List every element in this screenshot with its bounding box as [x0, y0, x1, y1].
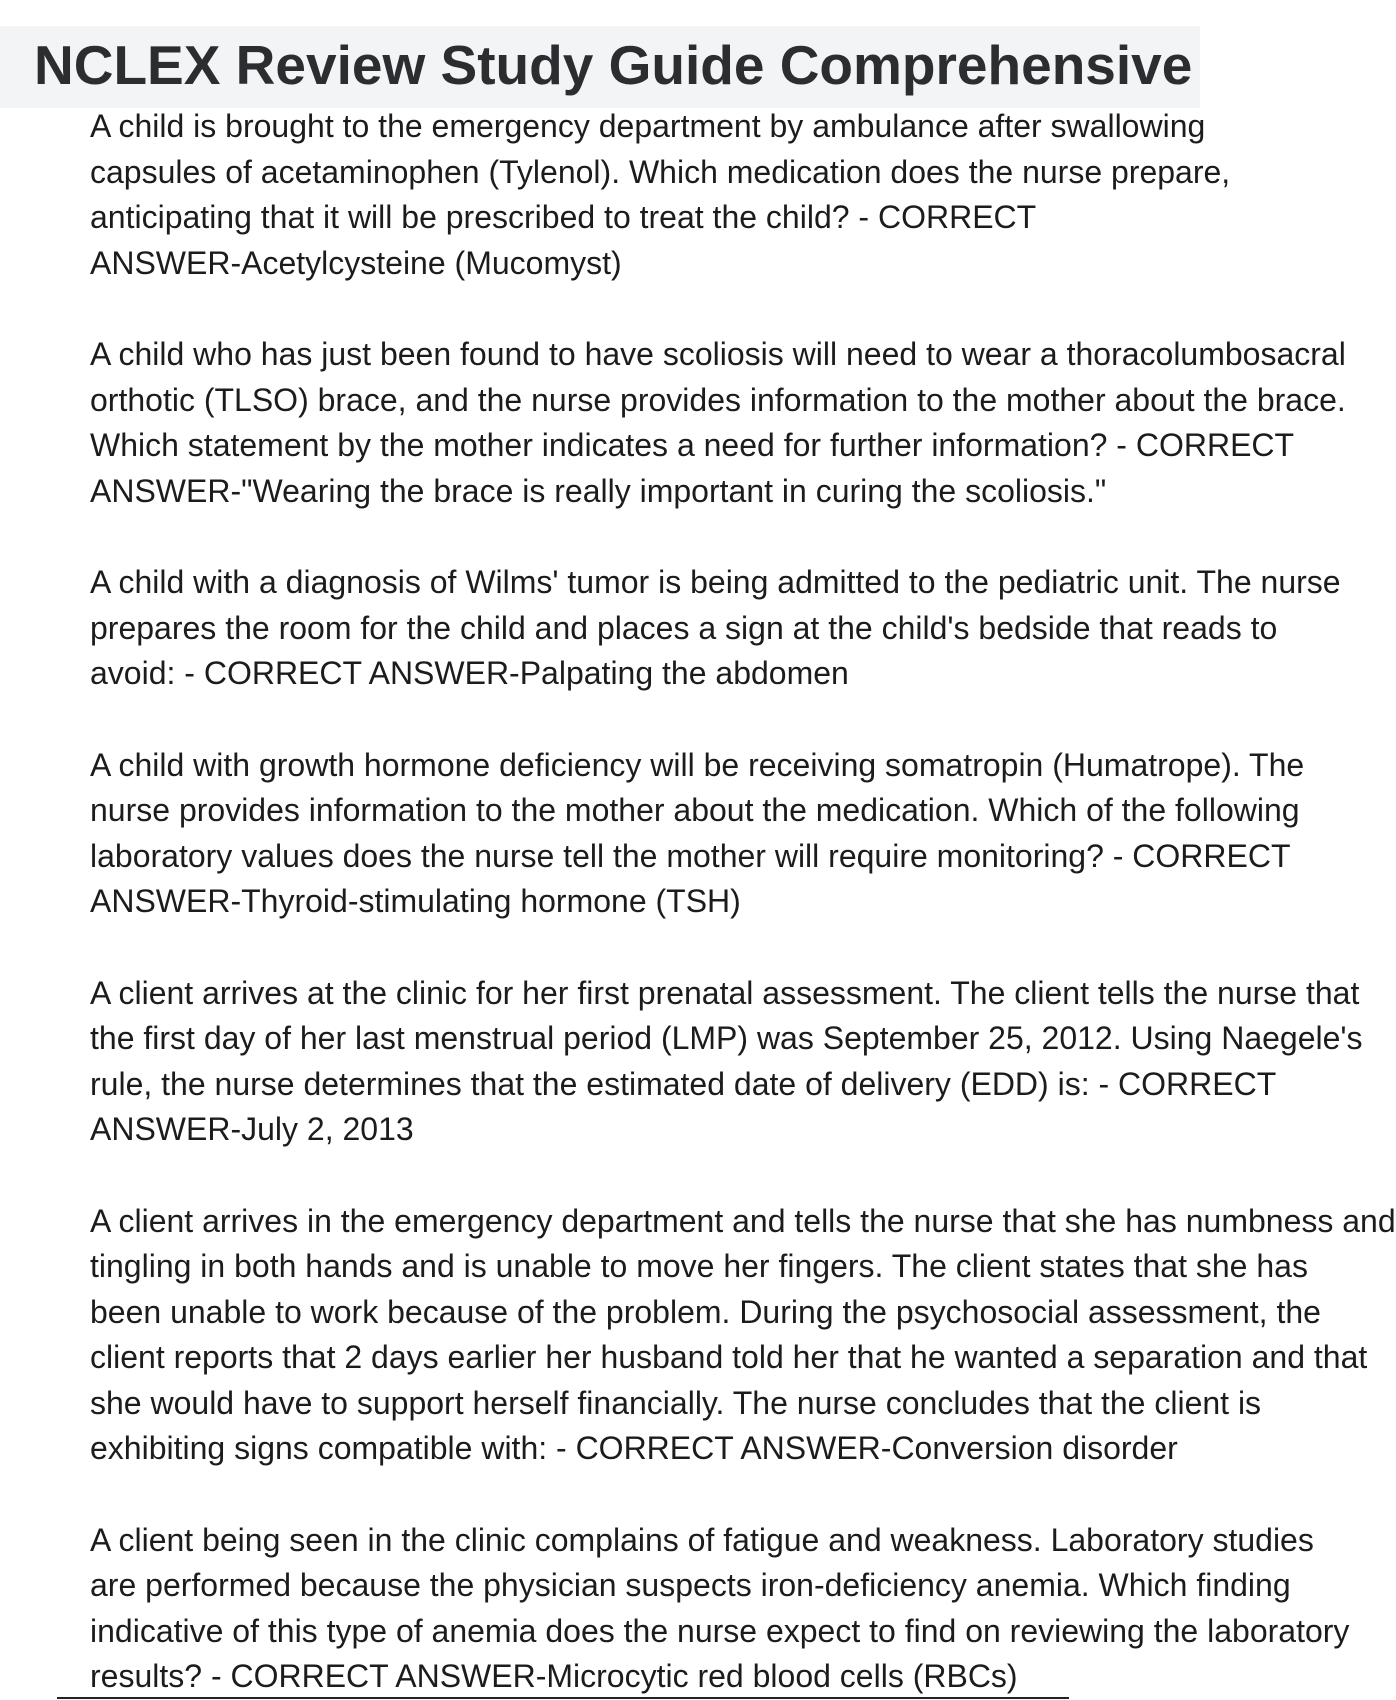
text-line: tingling in both hands and is unable to move her fingers. The client states that she has: [90, 1248, 1308, 1284]
text-line: rule, the nurse determines that the estimated date of delivery (EDD) is: - CORRECT: [90, 1065, 1277, 1102]
question-item: [90, 1518, 1350, 1700]
text-line: are performed because the physician suspects iron-deficiency anemia. Which finding: [90, 1567, 1291, 1603]
question-list: [90, 104, 1396, 1700]
text-line: Which statement by the mother indicates a need for further information? - CORRECT: [90, 427, 1295, 463]
footer-divider: [57, 1697, 1069, 1699]
question-item: [90, 560, 1341, 697]
text-line: ANSWER-"Wearing the brace is really important in curing the scoliosis.": [90, 472, 1107, 509]
text-line: A child is brought to the emergency department by ambulance after swallowing: [90, 108, 1206, 144]
text-line: A client arrives at the clinic for her first prenatal assessment. The client tells the nurse that: [90, 974, 1360, 1011]
question-item: [90, 104, 1231, 286]
question-item: [90, 971, 1363, 1153]
text-line: A child with a diagnosis of Wilms' tumor is being admitted to the pediatric unit. The nurse: [90, 564, 1341, 600]
text-line: ANSWER-July 2, 2013: [90, 1111, 414, 1147]
text-line: orthotic (TLSO) brace, and the nurse provides information to the mother about the brace.: [90, 381, 1346, 418]
text-line: ANSWER-Acetylcysteine (Mucomyst): [90, 244, 622, 281]
text-line: A client being seen in the clinic complains of fatigue and weakness. Laboratory studies: [90, 1521, 1314, 1558]
question-item: [90, 1199, 1396, 1472]
title-bar: [0, 26, 1200, 108]
text-line: A child who has just been found to have scoliosis will need to wear a thoracolumbosacral: [90, 336, 1346, 372]
text-line: the first day of her last menstrual period (LMP) was September 25, 2012. Using Naegele's: [90, 1020, 1363, 1056]
question-item: [90, 332, 1346, 514]
text-line: been unable to work because of the problem. During the psychosocial assessment, the: [90, 1293, 1321, 1330]
text-line: capsules of acetaminophen (Tylenol). Which medication does the nurse prepare,: [90, 153, 1231, 190]
text-line: ANSWER-Thyroid-stimulating hormone (TSH): [90, 883, 741, 919]
text-line: A client arrives in the emergency department and tells the nurse that she has numbness and: [90, 1202, 1396, 1239]
text-line: laboratory values does the nurse tell the mother will require monitoring? - CORRECT: [90, 837, 1291, 874]
document-title: NCLEX Review Study Guide Comprehensive: [34, 34, 1193, 96]
text-line: prepares the room for the child and places a sign at the child's bedside that reads to: [90, 609, 1278, 646]
text-line: A child with growth hormone deficiency will be receiving somatropin (Humatrope). The: [90, 746, 1305, 783]
text-line: she would have to support herself financially. The nurse concludes that the client is: [90, 1384, 1262, 1421]
text-line: anticipating that it will be prescribed to treat the child? - CORRECT: [90, 199, 1037, 235]
text-line: client reports that 2 days earlier her husband told her that he wanted a separation and that: [90, 1339, 1368, 1375]
text-line: exhibiting signs compatible with: - CORRECT ANSWER-Conversion disorder: [90, 1430, 1178, 1466]
text-line: indicative of this type of anemia does the nurse expect to find on reviewing the laboratory: [90, 1612, 1350, 1649]
text-line: avoid: - CORRECT ANSWER-Palpating the abdomen: [90, 655, 849, 691]
text-line: results? - CORRECT ANSWER-Microcytic red blood cells (RBCs): [90, 1658, 1018, 1694]
question-item: [90, 743, 1305, 925]
text-line: nurse provides information to the mother about the medication. Which of the following: [90, 792, 1300, 828]
